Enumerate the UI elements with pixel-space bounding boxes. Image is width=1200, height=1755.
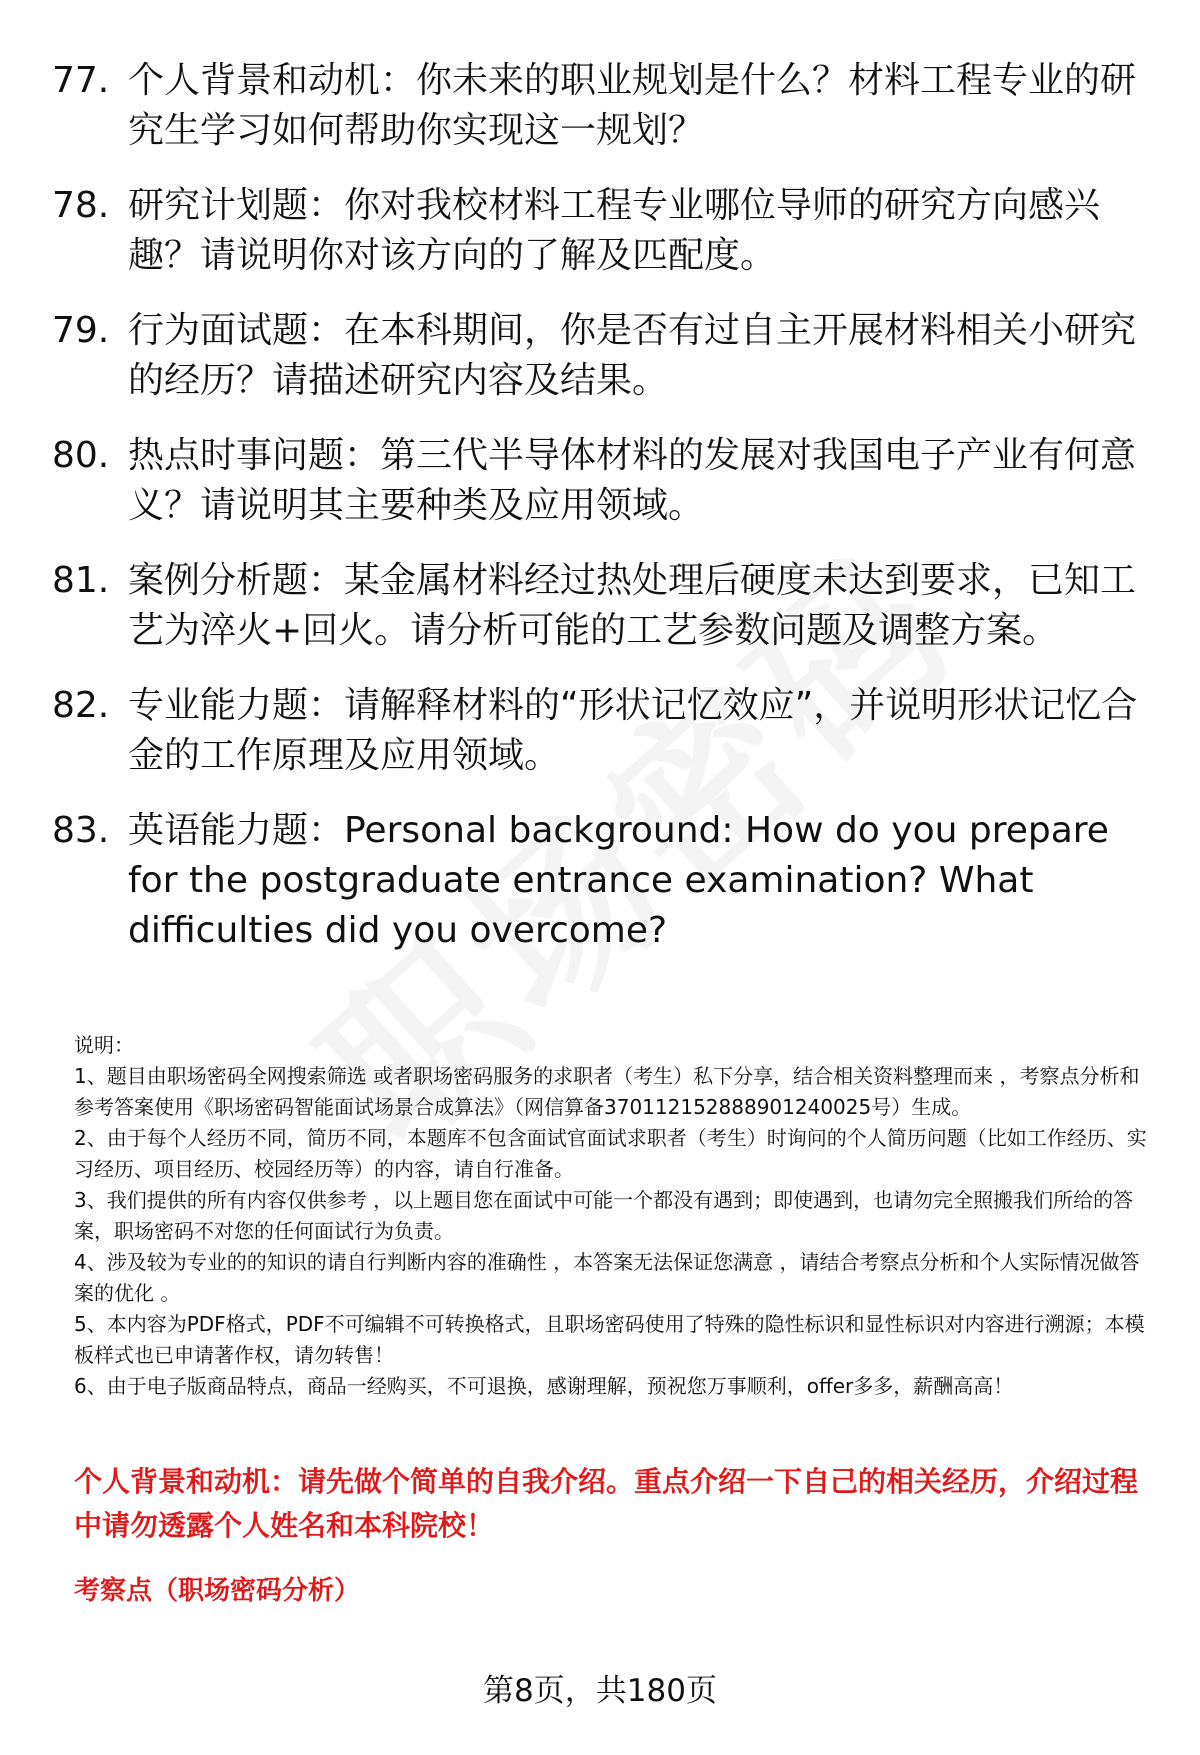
note-item: 2、由于每个人经历不同，简历不同，本题库不包含面试官面试求职者（考生）时询问的个人简历问题（比如工作经历、实习经历、项目经历、校园经历等）的内容，请自行准备。 [74,1126,1147,1181]
question-text: 专业能力题：请解释材料的“形状记忆效应”，并说明形状记忆合金的工作原理及应用领域。 [128,685,1138,776]
question-text: 英语能力题：Personal background: How do you prepare for the postgraduate entrance examination? What difficulties did you overcome? [128,810,1109,951]
note-item: 3、我们提供的所有内容仅供参考 ，以上题目您在面试中可能一个都没有遇到；即使遇到，也请勿完全照搬我们所给的答案，职场密码不对您的任何面试行为负责。 [74,1188,1134,1243]
question-item [52,431,1162,531]
question-number: 77. [52,60,110,101]
question-text: 热点时事问题：第三代半导体材料的发展对我国电子产业有何意义？请说明其主要种类及应用领域。 [128,435,1137,526]
notes-section [74,1030,1154,1402]
question-number: 80. [52,435,110,476]
note-item: 1、题目由职场密码全网搜索筛选 或者职场密码服务的求职者（考生）私下分享，结合相关资料整理而来 ，考察点分析和参考答案使用《职场密码智能面试场景合成算法》（网信算备370112152888901240025号）生成。 [74,1064,1140,1119]
question-number: 82. [52,685,110,726]
analysis-heading: 考察点（职场密码分析） [74,1576,361,1606]
intro-question: 个人背景和动机：请先做个简单的自我介绍。重点介绍一下自己的相关经历，介绍过程中请勿透露个人姓名和本科院校！ [74,1465,1139,1542]
question-text: 案例分析题：某金属材料经过热处理后硬度未达到要求，已知工艺为淬火+回火。请分析可能的工艺参数问题及调整方案。 [128,560,1137,651]
question-item [52,56,1162,156]
question-item [52,181,1162,281]
question-item [52,681,1162,781]
notes-title: 说明： [74,1033,134,1057]
question-item [52,556,1162,656]
question-number: 81. [52,560,110,601]
question-list [52,56,1162,981]
question-item [52,306,1162,406]
question-text: 个人背景和动机：你未来的职业规划是什么？材料工程专业的研究生学习如何帮助你实现这一规划？ [128,60,1137,151]
question-text: 研究计划题：你对我校材料工程专业哪位导师的研究方向感兴趣？请说明你对该方向的了解及匹配度。 [128,185,1101,276]
page-number: 第8页，共180页 [483,1673,717,1709]
note-item: 4、涉及较为专业的的知识的请自行判断内容的准确性 ，本答案无法保证您满意 ，请结合考察点分析和个人实际情况做答案的优化 。 [74,1250,1140,1305]
question-number: 83. [52,810,110,851]
question-number: 79. [52,310,110,351]
question-number: 78. [52,185,110,226]
note-item: 5、本内容为PDF格式，PDF不可编辑不可转换格式，且职场密码使用了特殊的隐性标识和显性标识对内容进行溯源；本模板样式也已申请著作权，请勿转售！ [74,1312,1145,1367]
question-item [52,806,1162,956]
note-item: 6、由于电子版商品特点，商品一经购买，不可退换，感谢理解，预祝您万事顺利，offer多多，薪酬高高！ [74,1374,1014,1398]
question-text: 行为面试题：在本科期间，你是否有过自主开展材料相关小研究的经历？请描述研究内容及结果。 [128,310,1137,401]
